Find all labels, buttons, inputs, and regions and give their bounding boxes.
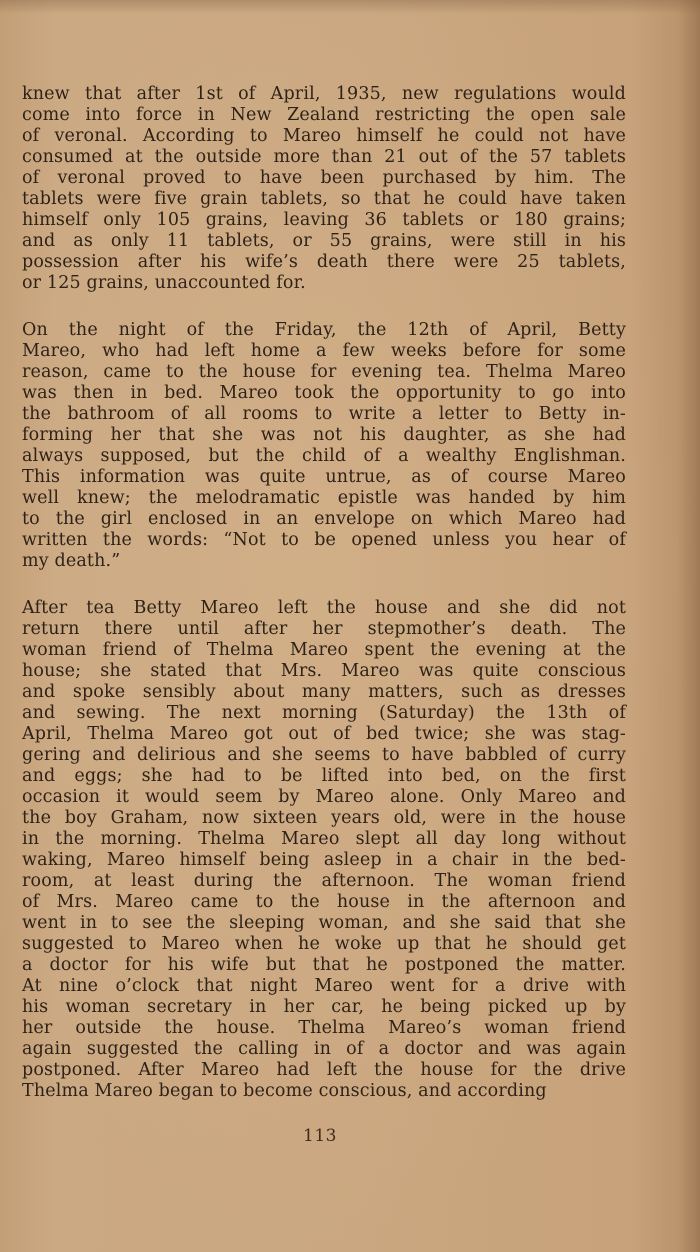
text-line: postponed. After Mareo had left the house for the drive	[22, 1060, 626, 1080]
text-line: in the morning. Thelma Mareo slept all day long without	[22, 829, 626, 849]
text-line: my death.”	[22, 551, 121, 571]
text-line: and spoke sensibly about many matters, such as dresses	[22, 682, 626, 702]
text-line: went in to see the sleeping woman, and she said that she	[22, 913, 626, 933]
text-line: This information was quite untrue, as of course Mareo	[22, 467, 626, 487]
text-line: waking, Mareo himself being asleep in a chair in the bed-	[22, 850, 626, 870]
text-line: reason, came to the house for evening tea. Thelma Mareo	[22, 362, 626, 382]
text-line: woman friend of Thelma Mareo spent the evening at the	[22, 640, 626, 660]
text-line: Thelma Mareo began to become conscious, and according	[22, 1081, 547, 1101]
text-line: come into force in New Zealand restricting the open sale	[22, 105, 626, 125]
text-line: and sewing. The next morning (Saturday) the 13th of	[22, 703, 626, 723]
text-line: On the night of the Friday, the 12th of April, Betty	[22, 320, 626, 340]
text-line: At nine o’clock that night Mareo went for a drive with	[22, 976, 626, 996]
paragraph	[22, 598, 626, 1102]
paragraph	[22, 84, 626, 294]
text-line: the boy Graham, now sixteen years old, were in the house	[22, 808, 626, 828]
text-line: consumed at the outside more than 21 out of the 57 tablets	[22, 147, 626, 167]
text-line: forming her that she was not his daughter, as she had	[22, 425, 626, 445]
text-line: of veronal proved to have been purchased by him. The	[22, 168, 626, 188]
text-line: April, Thelma Mareo got out of bed twice; she was stag-	[22, 724, 626, 744]
text-line: After tea Betty Mareo left the house and she did not	[22, 598, 626, 618]
text-line: gering and delirious and she seems to have babbled of curry	[22, 745, 626, 765]
text-line: his woman secretary in her car, he being picked up by	[22, 997, 626, 1017]
text-line: of veronal. According to Mareo himself he could not have	[22, 126, 626, 146]
page-body	[22, 84, 626, 1102]
text-line: occasion it would seem by Mareo alone. Only Mareo and	[22, 787, 626, 807]
text-line: written the words: “Not to be opened unless you hear of	[22, 530, 626, 550]
text-line: house; she stated that Mrs. Mareo was quite conscious	[22, 661, 626, 681]
page-number: 113	[303, 1126, 337, 1146]
text-line: knew that after 1st of April, 1935, new regulations would	[22, 84, 626, 104]
text-line: of Mrs. Mareo came to the house in the afternoon and	[22, 892, 626, 912]
text-line: Mareo, who had left home a few weeks before for some	[22, 341, 626, 361]
text-line: again suggested the calling in of a doctor and was again	[22, 1039, 626, 1059]
text-line: was then in bed. Mareo took the opportunity to go into	[22, 383, 626, 403]
text-line: always supposed, but the child of a wealthy Englishman.	[22, 446, 626, 466]
text-line: to the girl enclosed in an envelope on which Mareo had	[22, 509, 626, 529]
text-line: possession after his wife’s death there were 25 tablets,	[22, 252, 626, 272]
text-line: the bathroom of all rooms to write a letter to Betty in-	[22, 404, 626, 424]
text-line: himself only 105 grains, leaving 36 tablets or 180 grains;	[22, 210, 626, 230]
text-line: suggested to Mareo when he woke up that he should get	[22, 934, 626, 954]
text-line: and eggs; she had to be lifted into bed, on the first	[22, 766, 626, 786]
text-line: return there until after her stepmother’s death. The	[22, 619, 626, 639]
text-line: a doctor for his wife but that he postponed the matter.	[22, 955, 626, 975]
paragraph	[22, 320, 626, 572]
text-line: tablets were five grain tablets, so that he could have taken	[22, 189, 626, 209]
text-line: her outside the house. Thelma Mareo’s woman friend	[22, 1018, 626, 1038]
text-line: and as only 11 tablets, or 55 grains, were still in his	[22, 231, 626, 251]
text-line: well knew; the melodramatic epistle was handed by him	[22, 488, 626, 508]
text-line: or 125 grains, unaccounted for.	[22, 273, 306, 293]
text-line: room, at least during the afternoon. The woman friend	[22, 871, 626, 891]
